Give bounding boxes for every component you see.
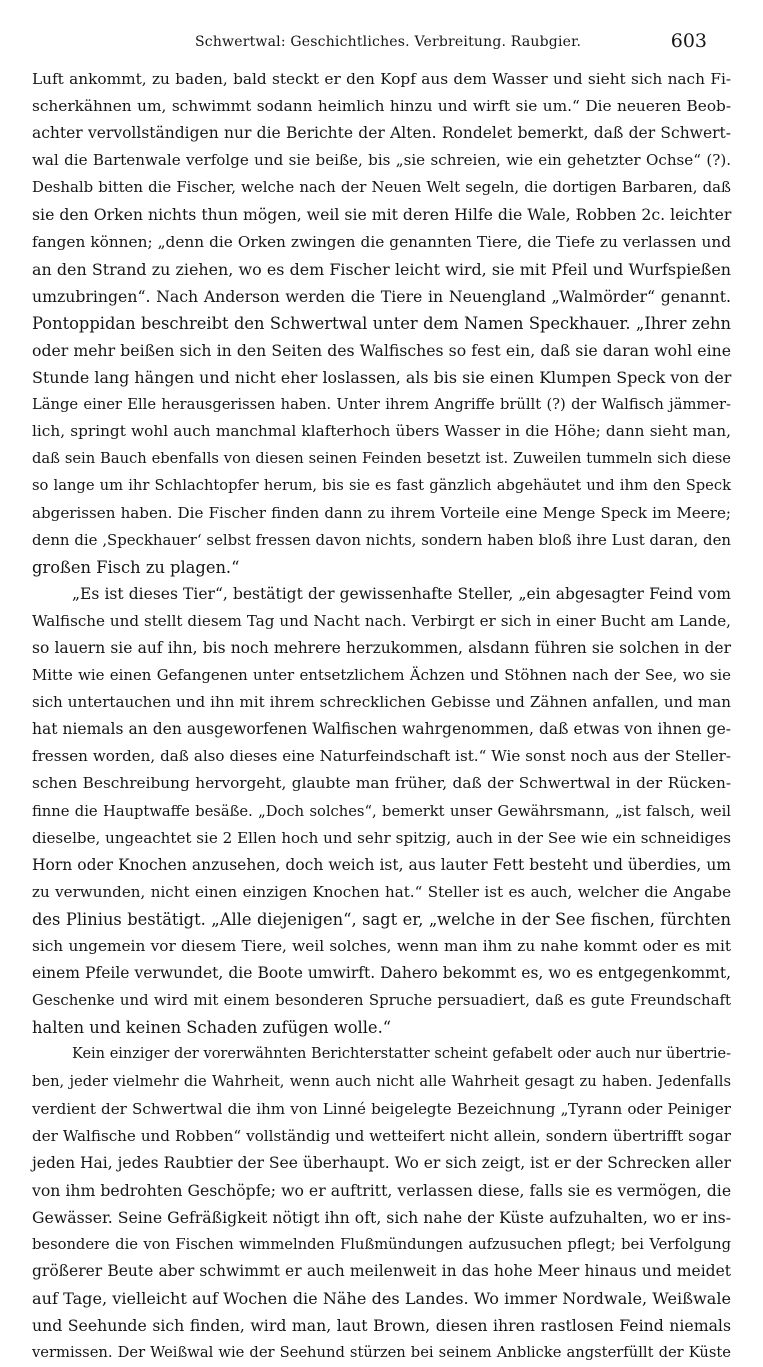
text-line: abgerissen haben. Die Fischer finden dann zu ihrem Vorteile eine Menge Speck im Meere; xyxy=(32,503,731,522)
text-line: lich, springt wohl auch manchmal klafterhoch übers Wasser in die Höhe; dann sieht man, xyxy=(32,422,731,441)
text-line: Stunde lang hängen und nicht eher loslassen, als bis sie einen Klumpen Speck von der xyxy=(32,368,732,388)
text-line: Geschenke und wird mit einem besonderen Spruche persuadiert, daß es gute Freundschaft xyxy=(32,991,731,1010)
text-line: Länge einer Elle herausgerissen haben. Unter ihrem Angriffe brüllt (?) der Walfisch jämmer- xyxy=(32,396,731,414)
text-line: ben, jeder vielmehr die Wahrheit, wenn auch nicht alle Wahrheit gesagt zu haben. Jedenfalls xyxy=(32,1073,731,1091)
text-line: „Es ist dieses Tier“, bestätigt der gewissenhafte Steller, „ein abgesagter Feind vom xyxy=(72,584,731,603)
text-line: daß sein Bauch ebenfalls von diesen seinen Feinden besetzt ist. Zuweilen tummeln sich diese xyxy=(32,450,731,468)
text-line: Kein einziger der vorerwähnten Berichterstatter scheint gefabelt oder auch nur übertrie- xyxy=(72,1046,731,1063)
text-line: einem Pfeile verwundet, die Boote umwirft. Dahero bekommt es, wo es entgegenkommt, xyxy=(32,964,731,983)
page-number: 603 xyxy=(670,30,707,52)
text-line: umzubringen“. Nach Anderson werden die Tiere in Neuengland „Walmörder“ genannt. xyxy=(32,286,731,306)
text-line: und Seehunde sich finden, wird man, laut Brown, diesen ihren rastlosen Feind niemals xyxy=(32,1316,731,1336)
text-line: jeden Hai, jedes Raubtier der See überhaupt. Wo er sich zeigt, ist er der Schrecken aller xyxy=(32,1153,731,1172)
text-line: hat niemals an den ausgeworfenen Walfischen wahrgenommen, daß etwas von ihnen ge- xyxy=(32,720,731,739)
text-line: des Plinius bestätigt. „Alle diejenigen“, sagt er, „welche in der See fischen, fürchten xyxy=(32,909,731,929)
text-line: vermissen. Der Weißwal wie der Seehund stürzen bei seinem Anblicke angsterfüllt der Küste xyxy=(32,1344,731,1362)
text-line: Deshalb bitten die Fischer, welche nach der Neuen Welt segeln, die dortigen Barbaren, daß xyxy=(32,178,731,197)
text-line: sie den Orken nichts thun mögen, weil sie mit deren Hilfe die Wale, Robben 2c. leichter xyxy=(32,205,732,225)
text-line: Gewässer. Seine Gefräßigkeit nötigt ihn oft, sich nahe der Küste aufzuhalten, wo er ins- xyxy=(32,1207,731,1227)
text-line: der Walfische und Robben“ vollständig und wetteifert nicht allein, sondern übertrifft sogar xyxy=(32,1126,731,1145)
text-line: Walfische und stellt diesem Tag und Nacht nach. Verbirgt er sich in einer Bucht am Lande, xyxy=(32,611,731,630)
text-line: größerer Beute aber schwimmt er auch meilenweit in das hohe Meer hinaus und meidet xyxy=(32,1262,731,1281)
text-line: finne die Hauptwaffe besäße. „Doch solches“, bemerkt unser Gewährsmann, „ist falsch, weil xyxy=(32,802,731,820)
text-line: auf Tage, vielleicht auf Wochen die Nähe des Landes. Wo immer Nordwale, Weißwale xyxy=(32,1289,731,1309)
text-line: Pontoppidan beschreibt den Schwertwal unter dem Namen Speckhauer. „Ihrer zehn xyxy=(32,313,731,333)
text-line: von ihm bedrohten Geschöpfe; wo er auftritt, verlassen diese, falls sie es vermögen, die xyxy=(32,1180,732,1200)
text-line: Horn oder Knochen anzusehen, doch weich ist, aus lauter Fett besteht und überdies, um xyxy=(32,855,731,874)
body-text xyxy=(32,66,731,1367)
text-line: Luft ankommt, zu baden, bald steckt er den Kopf aus dem Wasser und sieht sich nach Fi- xyxy=(32,70,731,88)
text-line: wal die Bartenwale verfolge und sie beiße, bis „sie schreien, wie ein gehetzter Ochse“ (?). xyxy=(32,151,731,170)
text-line: schen Beschreibung hervorgeht, glaubte man früher, daß der Schwertwal in der Rücken- xyxy=(32,774,731,793)
text-line: verdient der Schwertwal die ihm von Linné beigelegte Bezeichnung „Tyrann oder Peiniger xyxy=(32,1099,731,1118)
text-line: so lange um ihr Schlachtopfer herum, bis sie es fast gänzlich abgehäutet und ihm den Speck xyxy=(32,477,731,495)
text-line: dieselbe, ungeachtet sie 2 Ellen hoch und sehr spitzig, auch in der See wie ein schneidiges xyxy=(32,828,731,847)
text-line: so lauern sie auf ihn, bis noch mehrere herzukommen, alsdann führen sie solchen in der xyxy=(32,638,731,657)
text-line: zu verwunden, nicht einen einzigen Knochen hat.“ Steller ist es auch, welcher die Angabe xyxy=(32,882,731,901)
text-line: an den Strand zu ziehen, wo es dem Fischer leicht wird, sie mit Pfeil und Wurfspießen xyxy=(32,259,731,279)
text-line: oder mehr beißen sich in den Seiten des Walfisches so fest ein, daß sie daran wohl eine xyxy=(32,340,731,360)
running-title: Schwertwal: Geschichtliches. Verbreitung. Raubgier. xyxy=(195,34,582,50)
text-line: besondere die von Fischen wimmelnden Flußmündungen aufzusuchen pflegt; bei Verfolgung xyxy=(32,1236,731,1254)
text-line: denn die ‚Speckhauer‘ selbst fressen davon nichts, sondern haben bloß ihre Lust daran, den xyxy=(32,530,731,549)
running-head xyxy=(0,30,763,54)
text-line: sich ungemein vor diesem Tiere, weil solches, wenn man ihm zu nahe kommt oder es mit xyxy=(32,937,731,955)
text-line: Mitte wie einen Gefangenen unter entsetzlichem Ächzen und Stöhnen nach der See, wo sie xyxy=(32,666,731,685)
text-line: achter vervollständigen nur die Berichte der Alten. Rondelet bemerkt, daß der Schwert- xyxy=(32,124,731,143)
text-line: fressen worden, daß also dieses eine Naturfeindschaft ist.“ Wie sonst noch aus der Steller- xyxy=(32,747,731,766)
text-line: halten und keinen Schaden zufügen wolle.“ xyxy=(32,1018,392,1038)
text-line: scherkähnen um, schwimmt sodann heimlich hinzu und wirft sie um.“ Die neueren Beob- xyxy=(32,97,731,116)
text-line: fangen können; „denn die Orken zwingen die genannten Tiere, die Tiefe zu verlassen und xyxy=(32,232,731,251)
text-line: sich untertauchen und ihn mit ihrem schrecklichen Gebisse und Zähnen anfallen, und man xyxy=(32,693,731,712)
text-line: großen Fisch zu plagen.“ xyxy=(32,557,240,577)
